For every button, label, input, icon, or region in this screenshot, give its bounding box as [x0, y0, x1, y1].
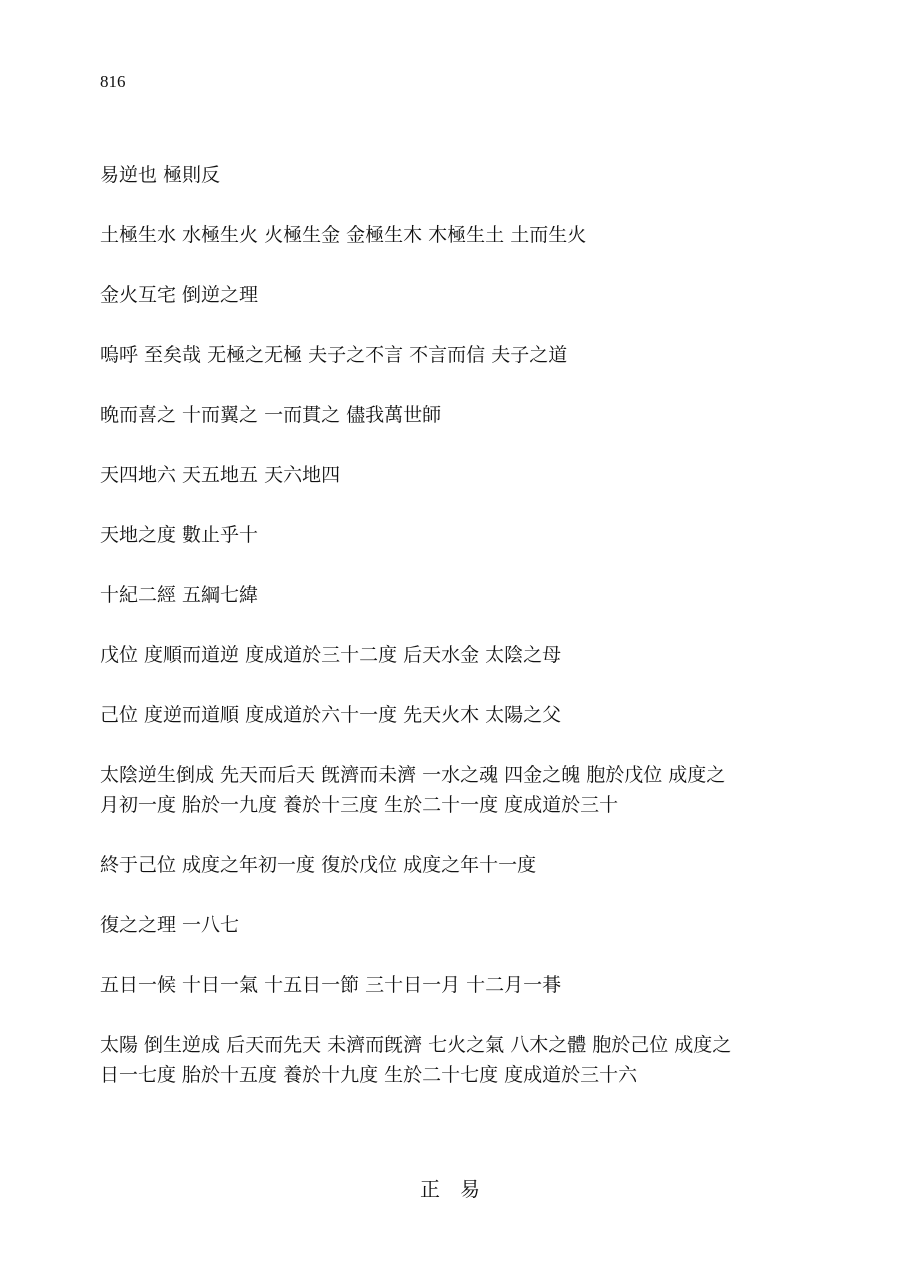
text-line: 終于己位 成度之年初一度 復於戊位 成度之年十一度 — [100, 854, 537, 876]
text-line: 天地之度 數止乎十 — [100, 524, 259, 546]
paragraph — [100, 580, 800, 610]
paragraph — [100, 400, 800, 430]
paragraph — [100, 910, 800, 940]
text-line: 易逆也 極則反 — [100, 164, 221, 186]
text-line: 太陰逆生倒成 先天而后天 旣濟而未濟 一水之魂 四金之魄 胞於戊位 成度之 — [100, 764, 726, 786]
text-line: 己位 度逆而道順 度成道於六十一度 先天火木 太陽之父 — [100, 704, 562, 726]
paragraph — [100, 340, 800, 370]
text-line: 十紀二經 五綱七緯 — [100, 584, 259, 606]
text-line: 戊位 度順而道逆 度成道於三十二度 后天水金 太陰之母 — [100, 644, 562, 666]
paragraph — [100, 280, 800, 310]
text-line: 晩而喜之 十而翼之 一而貫之 儘我萬世師 — [100, 404, 442, 426]
paragraph — [100, 220, 800, 250]
footer-title — [0, 1173, 900, 1202]
text-line: 復之之理 一八七 — [100, 914, 240, 936]
text-line: 天四地六 天五地五 天六地四 — [100, 464, 341, 486]
body-text — [100, 160, 800, 1120]
paragraph — [100, 1030, 800, 1090]
paragraph — [100, 760, 800, 820]
text-line: 嗚呼 至矣哉 无極之无極 夫子之不言 不言而信 夫子之道 — [100, 344, 568, 366]
text-line: 日一七度 胎於十五度 養於十九度 生於二十七度 度成道於三十六 — [100, 1064, 638, 1086]
paragraph — [100, 520, 800, 550]
footer-char: 易 — [460, 1177, 480, 1201]
paragraph — [100, 700, 800, 730]
paragraph — [100, 640, 800, 670]
paragraph — [100, 970, 800, 1000]
paragraph — [100, 160, 800, 190]
text-line: 土極生水 水極生火 火極生金 金極生木 木極生土 土而生火 — [100, 224, 587, 246]
paragraph — [100, 850, 800, 880]
text-line: 太陽 倒生逆成 后天而先天 未濟而旣濟 七火之氣 八木之體 胞於己位 成度之 — [100, 1034, 732, 1056]
text-line: 金火互宅 倒逆之理 — [100, 284, 259, 306]
footer-char: 正 — [420, 1177, 440, 1201]
text-line: 五日一候 十日一氣 十五日一節 三十日一月 十二月一朞 — [100, 974, 562, 996]
paragraph — [100, 460, 800, 490]
page-number: 816 — [100, 72, 126, 91]
text-line: 月初一度 胎於一九度 養於十三度 生於二十一度 度成道於三十 — [100, 794, 619, 816]
